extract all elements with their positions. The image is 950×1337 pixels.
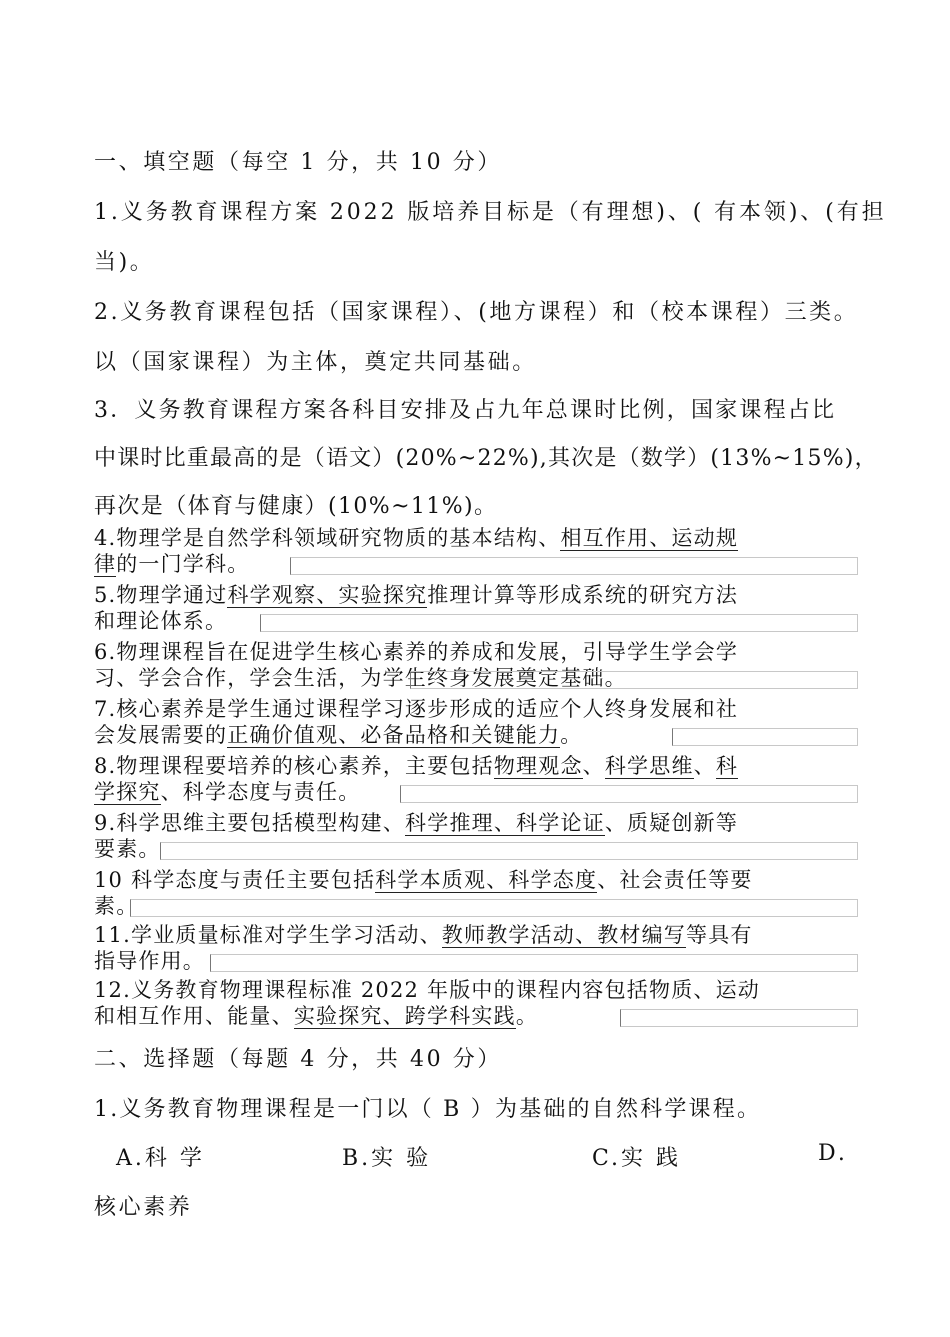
blank-answer: 教师教学活动、教材编写 — [441, 923, 686, 947]
section2-heading: 二、选择题（每题 4 分，共 40 分） — [94, 1047, 502, 1072]
choice-q1-option-a: A.科 学 — [116, 1146, 205, 1171]
answer-box-mark — [130, 899, 858, 917]
item11: 11.学业质量标准对学生学习活动、教师教学活动、教材编写等具有 指导作用。 — [94, 923, 753, 973]
choice-q1-stem: 1.义务教育物理课程是一门以（ B ）为基础的自然科学课程。 — [94, 1097, 762, 1122]
blank-answer: 正确价值观、必备品格和关键能力 — [227, 723, 561, 747]
answer-box-mark — [620, 1009, 858, 1027]
answer-box-mark — [210, 954, 858, 972]
blank-answer: 律 — [94, 552, 117, 576]
item1-line2: 当)。 — [94, 250, 155, 275]
blank-answer: 科学本质观、科学态度 — [375, 868, 598, 892]
item7: 7.核心素养是学生通过课程学习逐步形成的适应个人终身发展和社 会发展需要的正确价值观、必备品格和关键能力。 — [94, 697, 739, 747]
blank-answer: 科学思维 — [604, 754, 694, 778]
section1-heading: 一、填空题（每空 1 分，共 10 分） — [94, 150, 502, 175]
item6: 6.物理课程旨在促进学生核心素养的养成和发展，引导学生学会学 习、学会合作，学会生活，为学生终身发展奠定基础。 — [94, 640, 739, 690]
answer-box-mark — [400, 785, 858, 803]
answer-box-mark — [160, 842, 858, 860]
item3-line2: 中课时比重最高的是（语文）(20%~22%),其次是（数学）(13%~15%)， — [94, 446, 878, 471]
item2-line2: 以（国家课程）为主体，奠定共同基础。 — [94, 350, 537, 375]
choice-q1-option-c: C.实 践 — [592, 1146, 682, 1171]
answer-box-mark — [290, 557, 858, 575]
item1-line1: 1.义务教育课程方案 2022 版培养目标是（有理想)、( 有本领)、(有担 — [94, 200, 887, 225]
answer-box-mark — [672, 728, 858, 746]
item8: 8.物理课程要培养的核心素养，主要包括物理观念、科学思维、科 学探究、科学态度与责任。 — [94, 754, 739, 804]
blank-answer: 学探究 — [94, 780, 161, 804]
blank-answer: 科学观察、实验探究 — [227, 583, 428, 607]
item9: 9.科学思维主要包括模型构建、科学推理、科学论证、质疑创新等 要素。 — [94, 811, 739, 861]
choice-q1-option-d: D. — [818, 1141, 848, 1166]
item3-line3: 再次是（体育与健康）(10%~11%)。 — [94, 494, 498, 519]
blank-answer: 实验探究、跨学科实践 — [293, 1004, 516, 1028]
item12: 12.义务教育物理课程标准 2022 年版中的课程内容包括物质、运动 和相互作用、能量、实验探究、跨学科实践。 — [94, 978, 760, 1028]
item2-line1: 2.义务教育课程包括（国家课程）、(地方课程）和（校本课程）三类。 — [94, 300, 859, 325]
item3-line1: 3．义务教育课程方案各科目安排及占九年总课时比例，国家课程占比 — [94, 398, 837, 423]
item10: 10 科学态度与责任主要包括科学本质观、科学态度、社会责任等要 素。 — [94, 868, 753, 918]
answer-box-mark — [260, 614, 858, 632]
choice-q1-option-d-text: 核心素养 — [94, 1195, 193, 1220]
answer-box-mark — [410, 671, 858, 689]
blank-answer: 物理观念 — [493, 754, 583, 778]
item5: 5.物理学通过科学观察、实验探究推理计算等形成系统的研究方法 和理论体系。 — [94, 583, 739, 633]
blank-answer: 相互作用、运动规 — [560, 526, 739, 550]
item4: 4.物理学是自然学科领域研究物质的基本结构、相互作用、运动规 律的一门学科。 — [94, 526, 739, 576]
choice-q1-option-b: B.实 验 — [342, 1146, 432, 1171]
blank-answer: 科学推理、科学论证 — [405, 811, 605, 835]
blank-answer: 科 — [715, 754, 739, 778]
